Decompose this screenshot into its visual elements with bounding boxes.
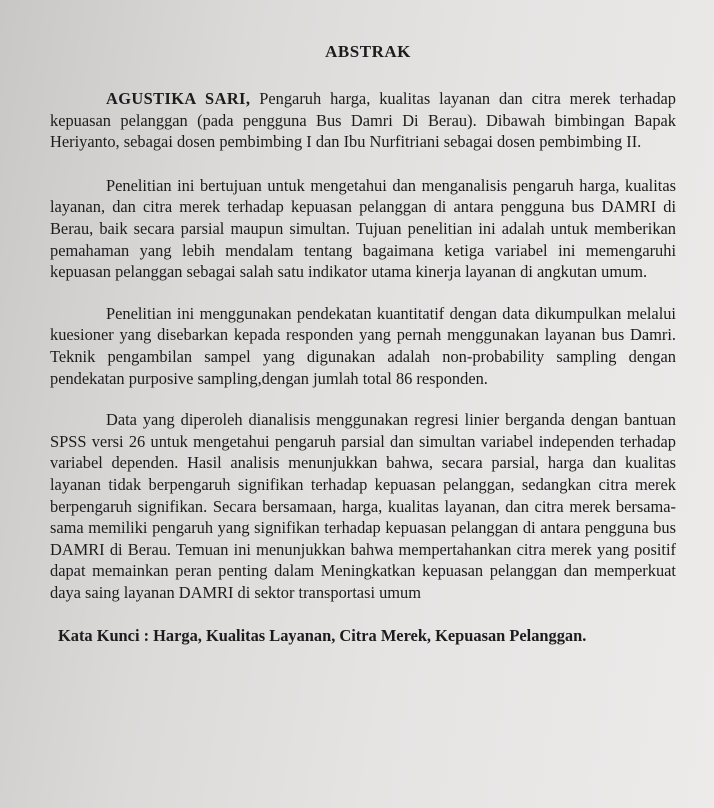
result-paragraph: Data yang diperoleh dianalisis menggunakan regresi linier berganda dengan bantuan SPSS versi 26 untuk mengetahui pengaruh parsial dan simultan variabel independen terhadap variabel dependen. Hasil analisis menunjukkan bahwa, secara parsial, harga dan kualitas layanan tidak berpengaruh signifikan terhadap kepuasan pelanggan, sedangkan citra merek berpengaruh signifikan. Secara bersamaan, harga, kualitas layanan, dan citra merek bersama-sama memiliki pengaruh yang signifikan terhadap kepuasan pelanggan di antara pengguna bus DAMRI di Berau. Temuan ini menunjukkan bahwa mempertahankan citra merek yang positif dapat memainkan peran penting dalam Meningkatkan kepuasan pelanggan dan memperkuat daya saing layanan DAMRI di sektor transportasi umum [50,410,676,602]
keywords-line: Kata Kunci : Harga, Kualitas Layanan, Citra Merek, Kepuasan Pelanggan. [58,626,587,646]
intro-paragraph [50,88,676,153]
method-paragraph: Penelitian ini menggunakan pendekatan kuantitatif dengan data dikumpulkan melalui kuesioner yang disebarkan kepada responden yang pernah menggunakan layanan bus Damri. Teknik pengambilan sampel yang digunakan adalah non-probability sampling dengan pendekatan purposive sampling,dengan jumlah total 86 responden. [50,303,676,388]
objective-paragraph: Penelitian ini bertujuan untuk mengetahui dan menganalisis pengaruh harga, kualitas layanan, dan citra merek terhadap kepuasan pelanggan di antara pengguna bus DAMRI di Berau, baik secara parsial maupun simultan. Tujuan penelitian ini adalah untuk memberikan pemahaman yang lebih mendalam tentang bagaimana ketiga variabel ini memengaruhi kepuasan pelanggan sebagai salah satu indikator utama kinerja layanan di angkutan umum. [50,175,676,282]
author-name: AGUSTIKA SARI, [106,89,251,108]
intro-text: Pengaruh harga, kualitas layanan dan citra merek terhadap kepuasan pelanggan (pada pengguna Bus Damri Di Berau). Dibawah bimbingan Bapak Heriyanto, sebagai dosen pembimbing I dan Ibu Nurfitriani sebagai dosen pembimbing II. [50,89,676,152]
abstract-title: ABSTRAK [325,42,411,61]
